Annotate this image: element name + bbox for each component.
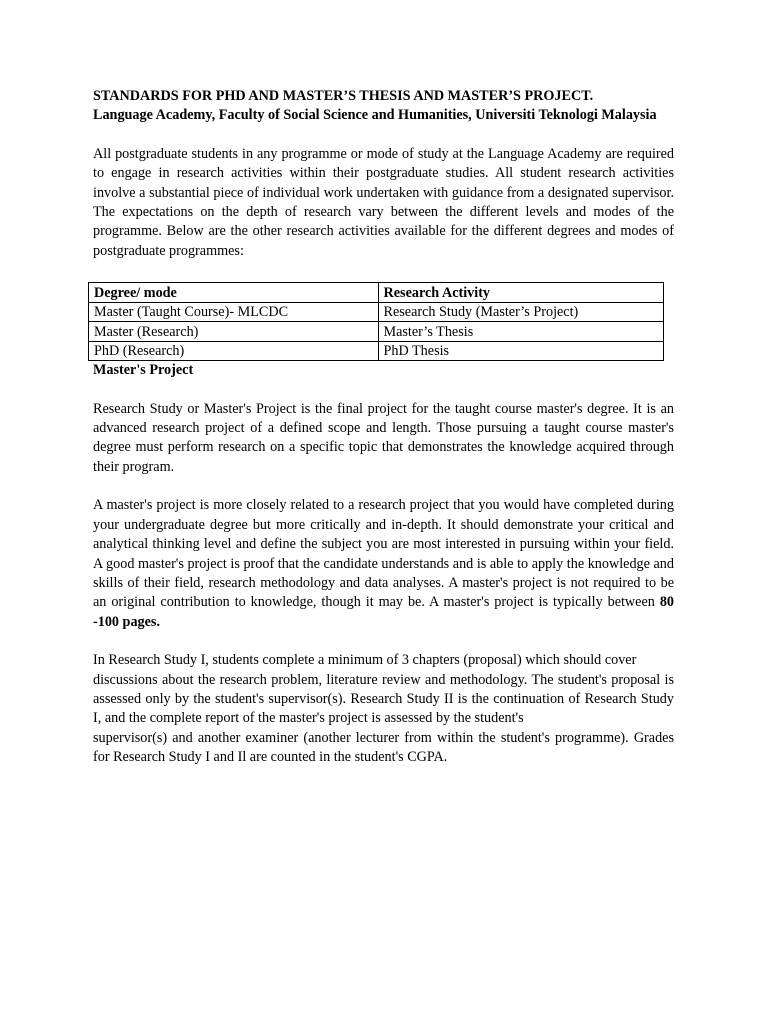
intro-paragraph: All postgraduate students in any programme or mode of study at the Language Academy are required to engage in research activities within their postgraduate studies. All student research activities involve a substantial piece of individual work undertaken with guidance from a designated supervisor. The expectations on the depth of research vary between the different levels and modes of the programme. Below are the other research activities available for the different degrees and modes of postgraduate programmes: bbox=[93, 145, 674, 259]
paragraph-research-study: Research Study or Master's Project is the final project for the taught course master's degree. It is an advanced research project of a defined scope and length. Those pursuing a taught course master's degree must perform research on a specific topic that demonstrates the knowledge acquired through their program. bbox=[93, 400, 674, 475]
paragraph-masters-project bbox=[93, 496, 674, 632]
table-cell-degree: PhD (Research) bbox=[89, 341, 379, 361]
paragraph-research-study-stages bbox=[93, 651, 674, 767]
table-row bbox=[89, 341, 664, 361]
section-heading: Master's Project bbox=[93, 362, 194, 379]
degree-table bbox=[88, 282, 664, 361]
document-subtitle: Language Academy, Faculty of Social Science and Humanities, Universiti Teknologi Malaysia bbox=[93, 107, 657, 124]
degree-table-wrapper bbox=[93, 282, 674, 361]
paragraph-line: In Research Study I, students complete a minimum of 3 chapters (proposal) which should cover bbox=[93, 652, 637, 669]
table-cell-activity: Research Study (Master’s Project) bbox=[378, 302, 664, 322]
paragraph-masters-project-text: A master's project is more closely related to a research project that you would have completed during your undergraduate degree but more critically and in-depth. It should demonstrate your critical and analytical thinking level and define the subject you are most interested in pursuing within your field. A good master's project is proof that the candidate understands and is able to apply the knowledge and skills of their field, research methodology and data analyses. A master's project is not required to be an original contribution to knowledge, though it may be. A master's project is typically between bbox=[93, 497, 674, 611]
table-header-row bbox=[89, 283, 664, 303]
table-row bbox=[89, 302, 664, 322]
table-header-activity: Research Activity bbox=[378, 283, 664, 303]
table-row bbox=[89, 322, 664, 342]
table-cell-degree: Master (Taught Course)- MLCDC bbox=[89, 302, 379, 322]
paragraph-line: discussions about the research problem, literature review and methodology. The student's proposal is assessed only by the student's supervisor(s). Research Study II is the continuation of Research Study I, and the complete report of the master's project is assessed by the student's bbox=[93, 671, 674, 727]
paragraph-line: supervisor(s) and another examiner (another lecturer from within the student's programme). Grades for Research Study I and Il are counted in the student's CGPA. bbox=[93, 729, 674, 766]
document-title: STANDARDS FOR PHD AND MASTER’S THESIS AND MASTER’S PROJECT. bbox=[93, 88, 594, 104]
table-cell-activity: Master’s Thesis bbox=[378, 322, 664, 342]
page-count-highlight: 80 -100 pages. bbox=[93, 594, 674, 630]
table-cell-activity: PhD Thesis bbox=[378, 341, 664, 361]
table-header-degree: Degree/ mode bbox=[89, 283, 379, 303]
table-cell-degree: Master (Research) bbox=[89, 322, 379, 342]
